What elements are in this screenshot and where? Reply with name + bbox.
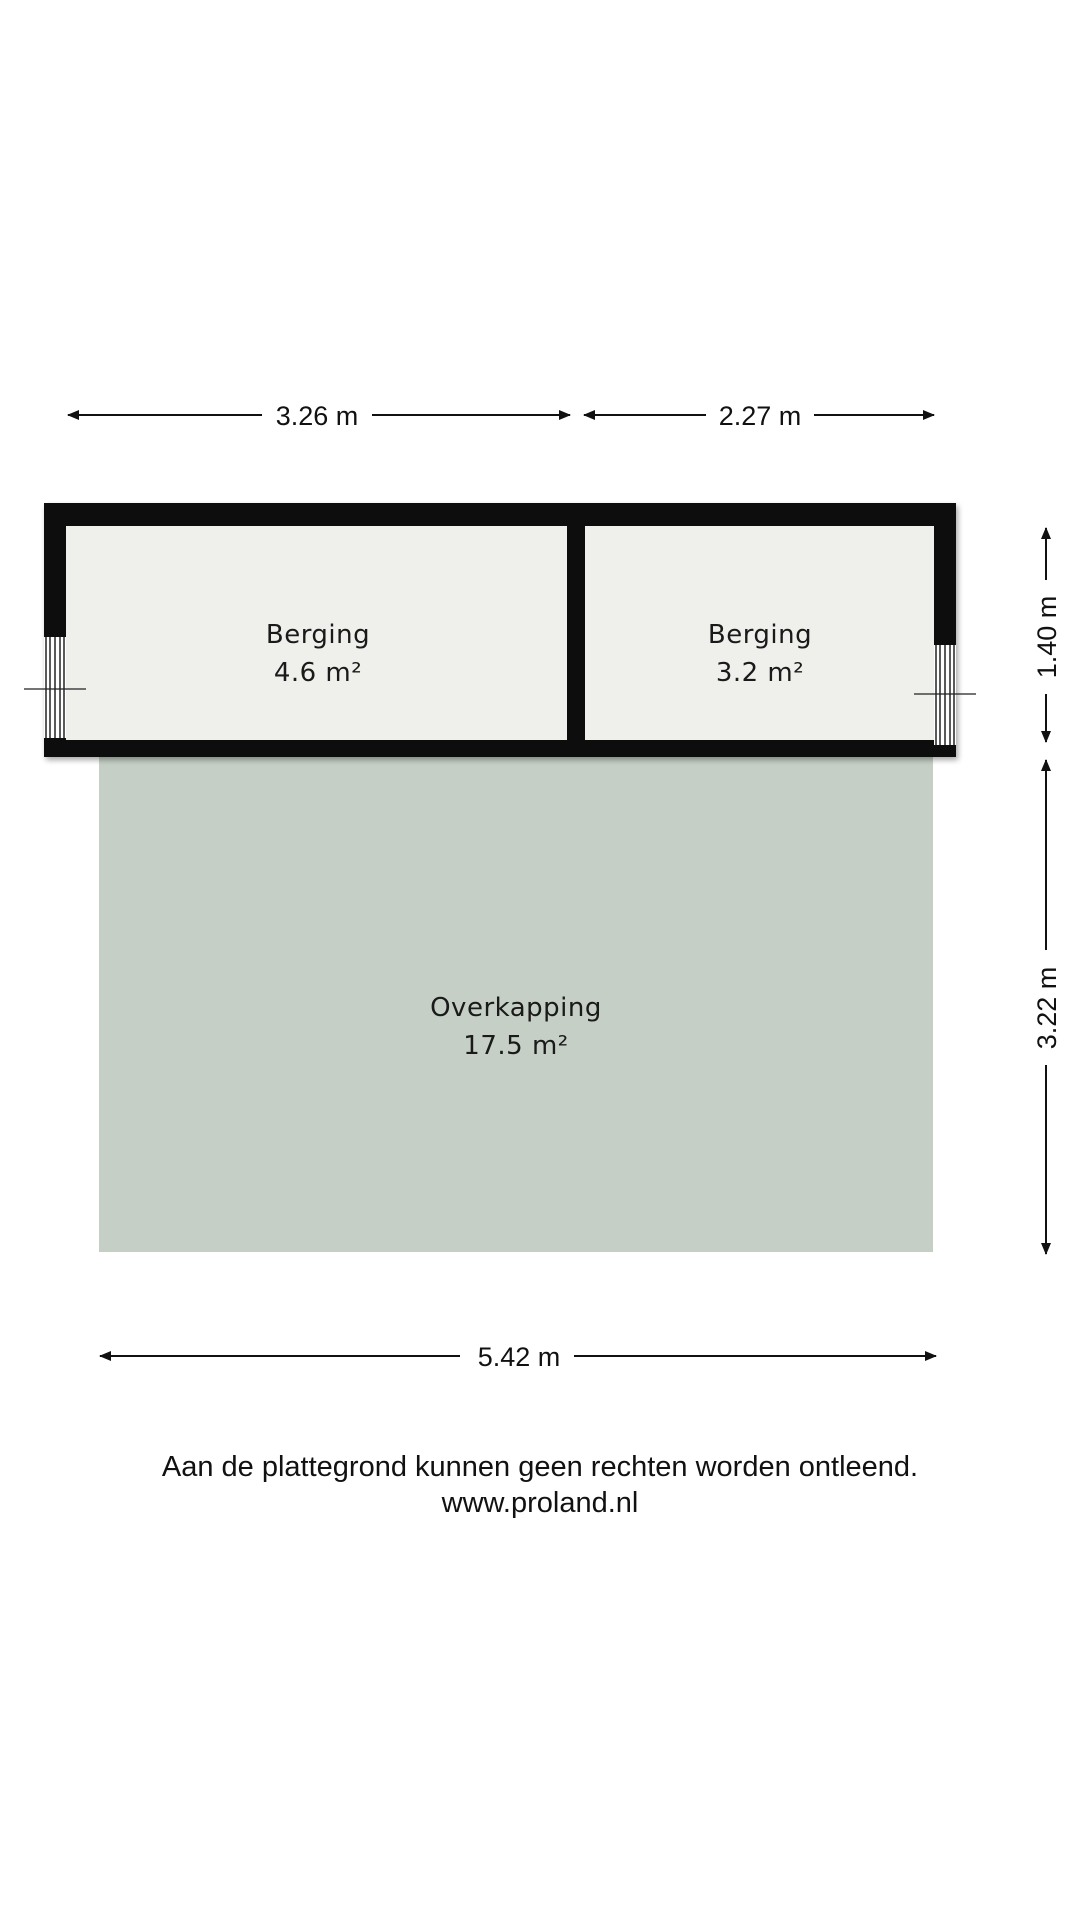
dimension-bottom — [100, 1342, 936, 1372]
disclaimer-text: Aan de plattegrond kunnen geen rechten worden ontleend. — [161, 1451, 919, 1483]
dimension-label-bottom: 5.42 m — [477, 1342, 561, 1372]
dimension-label-top-left: 3.26 m — [275, 401, 359, 431]
dimension-label-right-upper: 1.40 m — [1032, 595, 1062, 679]
dimension-right-upper — [1032, 528, 1062, 742]
room-label-berging-right: Berging — [707, 620, 813, 650]
room-area-berging-left: 4.6 m² — [273, 658, 363, 688]
room-label-overkapping: Overkapping — [430, 993, 602, 1023]
dimension-top-left — [68, 401, 570, 431]
website-link[interactable]: www.proland.nl — [441, 1487, 639, 1519]
berging-building — [44, 503, 956, 757]
room-label-berging-left: Berging — [265, 620, 371, 650]
dimension-top-right — [584, 401, 934, 431]
dimension-label-top-right: 2.27 m — [718, 401, 802, 431]
dimension-label-right-lower: 3.22 m — [1032, 966, 1062, 1050]
room-area-berging-right: 3.2 m² — [715, 658, 805, 688]
dimension-right-lower — [1032, 760, 1062, 1254]
room-area-overkapping: 17.5 m² — [463, 1031, 569, 1061]
